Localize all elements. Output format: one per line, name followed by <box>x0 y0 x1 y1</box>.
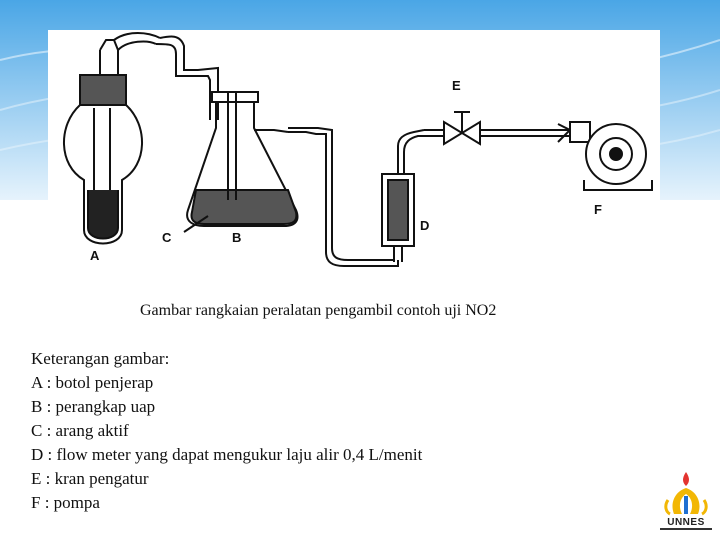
logo-text: UNNES <box>667 517 705 528</box>
legend-heading: Keterangan gambar: <box>31 349 170 368</box>
legend-item-e: E : kran pengatur <box>31 469 149 488</box>
logo-underline <box>660 528 712 530</box>
legend-item-b: B : perangkap uap <box>31 397 156 416</box>
label-e: E <box>452 78 461 93</box>
unnes-logo <box>660 470 712 532</box>
apparatus-figure <box>48 30 660 272</box>
apparatus-diagram <box>48 30 660 272</box>
absorber-bottle-a <box>64 33 160 244</box>
legend-item-d: D : flow meter yang dapat mengukur laju alir 0,4 L/menit <box>31 445 423 464</box>
label-b: B <box>232 230 242 245</box>
label-d: D <box>420 218 430 233</box>
legend-item-c: C : arang aktif <box>31 421 129 440</box>
label-c: C <box>162 230 172 245</box>
figure-caption: Gambar rangkaian peralatan pengambil contoh uji NO2 <box>140 302 497 319</box>
pump-f <box>570 122 652 190</box>
flow-meter-d <box>382 130 424 262</box>
unnes-emblem-icon <box>660 470 712 518</box>
legend-item-f: F : pompa <box>31 493 100 512</box>
vapour-trap-flask-b <box>187 92 297 226</box>
control-valve-e <box>444 112 480 144</box>
legend-item-a: A : botol penjerap <box>31 373 154 392</box>
label-f: F <box>594 202 602 217</box>
legend-list <box>31 347 422 515</box>
label-a: A <box>90 248 100 263</box>
